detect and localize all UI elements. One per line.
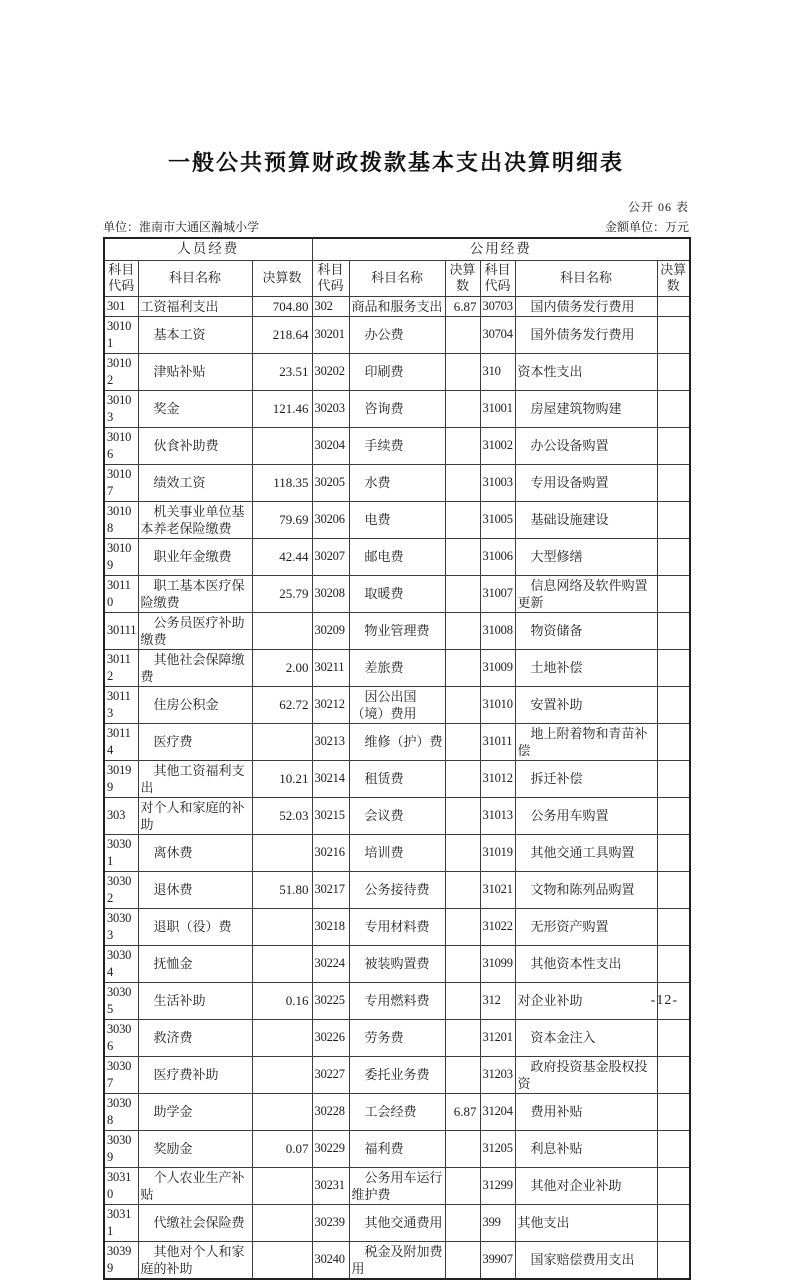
final-amount-cell — [657, 649, 690, 686]
final-amount-cell — [445, 1241, 480, 1279]
subject-code-cell: 31203 — [480, 1056, 515, 1093]
subject-code-cell: 30213 — [312, 723, 349, 760]
subject-code-cell: 30216 — [312, 834, 349, 871]
subject-name-cell: 其他交通工具购置 — [515, 834, 657, 871]
subject-code-cell: 30211 — [312, 649, 349, 686]
table-row — [104, 834, 690, 871]
table-body — [104, 296, 690, 1279]
final-amount-cell — [252, 1056, 312, 1093]
subject-code-cell: 31021 — [480, 871, 515, 908]
column-header-final-amount-2: 决算数 — [445, 260, 480, 296]
subject-code-cell: 31005 — [480, 501, 515, 538]
final-amount-cell — [657, 464, 690, 501]
subject-name-cell: 对企业补助 — [515, 982, 657, 1019]
subject-name-cell: 咨询费 — [349, 390, 445, 427]
subject-name-cell: 培训费 — [349, 834, 445, 871]
subject-name-cell: 大型修缮 — [515, 538, 657, 575]
subject-code-cell: 31013 — [480, 797, 515, 834]
page-number: -12- — [650, 993, 678, 1008]
subject-code-cell: 31204 — [480, 1093, 515, 1130]
table-row — [104, 797, 690, 834]
subject-code-cell: 30204 — [312, 427, 349, 464]
subject-name-cell: 救济费 — [138, 1019, 252, 1056]
final-amount-cell — [445, 1056, 480, 1093]
subject-name-cell: 物资储备 — [515, 612, 657, 649]
final-amount-cell — [657, 296, 690, 316]
subject-name-cell: 绩效工资 — [138, 464, 252, 501]
table-row — [104, 1167, 690, 1204]
final-amount-cell — [657, 316, 690, 353]
final-amount-cell — [445, 760, 480, 797]
subject-code-cell: 31009 — [480, 649, 515, 686]
table-row — [104, 612, 690, 649]
subject-code-cell: 30306 — [104, 1019, 138, 1056]
subject-name-cell: 伙食补助费 — [138, 427, 252, 464]
column-header-final-amount-3: 决算数 — [657, 260, 690, 296]
subject-name-cell: 对个人和家庭的补助 — [138, 797, 252, 834]
subject-name-cell: 公务接待费 — [349, 871, 445, 908]
subject-code-cell: 31006 — [480, 538, 515, 575]
final-amount-cell — [657, 575, 690, 612]
final-amount-cell — [252, 908, 312, 945]
subject-name-cell: 利息补贴 — [515, 1130, 657, 1167]
subject-name-cell: 住房公积金 — [138, 686, 252, 723]
subject-code-cell: 39907 — [480, 1241, 515, 1279]
final-amount-cell — [657, 871, 690, 908]
subject-code-cell: 30106 — [104, 427, 138, 464]
subject-code-cell: 30240 — [312, 1241, 349, 1279]
final-amount-cell — [252, 945, 312, 982]
subject-code-cell: 30302 — [104, 871, 138, 908]
final-amount-cell — [445, 908, 480, 945]
subject-name-cell: 邮电费 — [349, 538, 445, 575]
subject-code-cell: 31010 — [480, 686, 515, 723]
subject-name-cell: 其他对个人和家庭的补助 — [138, 1241, 252, 1279]
subject-code-cell: 30113 — [104, 686, 138, 723]
column-header-row — [104, 260, 690, 296]
subject-name-cell: 离休费 — [138, 834, 252, 871]
subject-name-cell: 资本性支出 — [515, 353, 657, 390]
final-amount-cell: 23.51 — [252, 353, 312, 390]
final-amount-cell — [445, 686, 480, 723]
table-row — [104, 723, 690, 760]
final-amount-cell: 121.46 — [252, 390, 312, 427]
final-amount-cell — [657, 353, 690, 390]
subject-name-cell: 无形资产购置 — [515, 908, 657, 945]
subject-code-cell: 30110 — [104, 575, 138, 612]
subject-code-cell: 302 — [312, 296, 349, 316]
final-amount-cell — [445, 353, 480, 390]
subject-name-cell: 电费 — [349, 501, 445, 538]
subject-code-cell: 30101 — [104, 316, 138, 353]
table-code-label: 公开 06 表 — [627, 200, 689, 214]
subject-name-cell: 职工基本医疗保险缴费 — [138, 575, 252, 612]
group-header-public: 公用经费 — [312, 238, 690, 260]
subject-code-cell: 30239 — [312, 1204, 349, 1241]
subject-name-cell: 其他支出 — [515, 1204, 657, 1241]
table-row — [104, 760, 690, 797]
subject-name-cell: 商品和服务支出 — [349, 296, 445, 316]
subject-code-cell: 31299 — [480, 1167, 515, 1204]
subject-name-cell: 手续费 — [349, 427, 445, 464]
final-amount-cell — [657, 797, 690, 834]
subject-name-cell: 专用材料费 — [349, 908, 445, 945]
subject-name-cell: 生活补助 — [138, 982, 252, 1019]
subject-name-cell: 印刷费 — [349, 353, 445, 390]
subject-code-cell: 310 — [480, 353, 515, 390]
subject-name-cell: 公务员医疗补助缴费 — [138, 612, 252, 649]
subject-name-cell: 会议费 — [349, 797, 445, 834]
subject-name-cell: 办公设备购置 — [515, 427, 657, 464]
subject-code-cell: 30304 — [104, 945, 138, 982]
subject-name-cell: 医疗费补助 — [138, 1056, 252, 1093]
subject-code-cell: 30107 — [104, 464, 138, 501]
subject-code-cell: 30310 — [104, 1167, 138, 1204]
subject-name-cell: 助学金 — [138, 1093, 252, 1130]
subject-name-cell: 差旅费 — [349, 649, 445, 686]
final-amount-cell — [657, 945, 690, 982]
final-amount-cell — [252, 1167, 312, 1204]
subject-code-cell: 30227 — [312, 1056, 349, 1093]
column-header-subject-name-3: 科目名称 — [515, 260, 657, 296]
final-amount-cell — [445, 316, 480, 353]
subject-code-cell: 31011 — [480, 723, 515, 760]
subject-code-cell: 31002 — [480, 427, 515, 464]
subject-code-cell: 301 — [104, 296, 138, 316]
subject-code-cell: 31201 — [480, 1019, 515, 1056]
final-amount-cell — [445, 649, 480, 686]
budget-table — [103, 237, 691, 1280]
final-amount-cell — [445, 1130, 480, 1167]
subject-code-cell: 30214 — [312, 760, 349, 797]
table-row — [104, 1130, 690, 1167]
final-amount-cell — [252, 1019, 312, 1056]
final-amount-cell — [252, 1204, 312, 1241]
subject-name-cell: 医疗费 — [138, 723, 252, 760]
final-amount-cell — [252, 834, 312, 871]
final-amount-cell — [445, 723, 480, 760]
final-amount-cell — [445, 834, 480, 871]
subject-code-cell: 30218 — [312, 908, 349, 945]
group-header-row — [104, 238, 690, 260]
final-amount-cell — [445, 538, 480, 575]
table-row — [104, 296, 690, 316]
table-row — [104, 353, 690, 390]
subject-name-cell: 退休费 — [138, 871, 252, 908]
subject-code-cell: 30208 — [312, 575, 349, 612]
final-amount-cell: 2.00 — [252, 649, 312, 686]
subject-name-cell: 房屋建筑物购建 — [515, 390, 657, 427]
final-amount-cell — [252, 1241, 312, 1279]
subject-code-cell: 30229 — [312, 1130, 349, 1167]
final-amount-cell: 6.87 — [445, 1093, 480, 1130]
final-amount-cell: 52.03 — [252, 797, 312, 834]
table-row — [104, 1093, 690, 1130]
subject-name-cell: 退职（役）费 — [138, 908, 252, 945]
subject-name-cell: 其他对企业补助 — [515, 1167, 657, 1204]
meta-line — [103, 218, 689, 235]
subject-code-cell: 30301 — [104, 834, 138, 871]
final-amount-cell: 42.44 — [252, 538, 312, 575]
final-amount-cell: 62.72 — [252, 686, 312, 723]
subject-name-cell: 抚恤金 — [138, 945, 252, 982]
final-amount-cell — [657, 908, 690, 945]
subject-code-cell: 30224 — [312, 945, 349, 982]
subject-name-cell: 租赁费 — [349, 760, 445, 797]
final-amount-cell — [657, 1241, 690, 1279]
final-amount-cell — [657, 834, 690, 871]
subject-name-cell: 专用燃料费 — [349, 982, 445, 1019]
subject-name-cell: 资本金注入 — [515, 1019, 657, 1056]
final-amount-cell: 25.79 — [252, 575, 312, 612]
subject-code-cell: 30228 — [312, 1093, 349, 1130]
final-amount-cell — [657, 1204, 690, 1241]
subject-name-cell: 基础设施建设 — [515, 501, 657, 538]
subject-name-cell: 税金及附加费用 — [349, 1241, 445, 1279]
subject-name-cell: 地上附着物和青苗补偿 — [515, 723, 657, 760]
subject-name-cell: 职业年金缴费 — [138, 538, 252, 575]
subject-name-cell: 因公出国（境）费用 — [349, 686, 445, 723]
subject-code-cell: 31007 — [480, 575, 515, 612]
table-row — [104, 871, 690, 908]
final-amount-cell: 79.69 — [252, 501, 312, 538]
final-amount-cell — [657, 760, 690, 797]
table-row — [104, 427, 690, 464]
final-amount-cell — [445, 797, 480, 834]
column-header-subject-code-2: 科目代码 — [312, 260, 349, 296]
column-header-subject-name-1: 科目名称 — [138, 260, 252, 296]
subject-name-cell: 费用补贴 — [515, 1093, 657, 1130]
subject-code-cell: 30311 — [104, 1204, 138, 1241]
final-amount-cell — [657, 1130, 690, 1167]
final-amount-cell — [657, 1056, 690, 1093]
final-amount-cell — [252, 723, 312, 760]
subject-name-cell: 被装购置费 — [349, 945, 445, 982]
subject-code-cell: 31022 — [480, 908, 515, 945]
table-row — [104, 316, 690, 353]
subject-name-cell: 工资福利支出 — [138, 296, 252, 316]
subject-name-cell: 公务用车购置 — [515, 797, 657, 834]
subject-name-cell: 代缴社会保险费 — [138, 1204, 252, 1241]
subject-name-cell: 国内债务发行费用 — [515, 296, 657, 316]
subject-code-cell: 30202 — [312, 353, 349, 390]
final-amount-cell — [445, 1019, 480, 1056]
final-amount-cell — [657, 1019, 690, 1056]
final-amount-cell — [657, 1167, 690, 1204]
subject-name-cell: 其他工资福利支出 — [138, 760, 252, 797]
table-row — [104, 575, 690, 612]
table-row — [104, 686, 690, 723]
column-header-subject-code-3: 科目代码 — [480, 260, 515, 296]
subject-code-cell: 30704 — [480, 316, 515, 353]
subject-code-cell: 30206 — [312, 501, 349, 538]
subject-name-cell: 委托业务费 — [349, 1056, 445, 1093]
final-amount-cell — [252, 427, 312, 464]
column-header-subject-name-2: 科目名称 — [349, 260, 445, 296]
final-amount-cell: 0.16 — [252, 982, 312, 1019]
final-amount-cell — [657, 686, 690, 723]
subject-code-cell: 30225 — [312, 982, 349, 1019]
subject-name-cell: 拆迁补偿 — [515, 760, 657, 797]
final-amount-cell: 0.07 — [252, 1130, 312, 1167]
subject-name-cell: 其他交通费用 — [349, 1204, 445, 1241]
subject-code-cell: 30209 — [312, 612, 349, 649]
subject-code-cell: 30226 — [312, 1019, 349, 1056]
subject-code-cell: 30212 — [312, 686, 349, 723]
table-row — [104, 501, 690, 538]
final-amount-cell — [657, 390, 690, 427]
subject-name-cell: 物业管理费 — [349, 612, 445, 649]
subject-name-cell: 工会经费 — [349, 1093, 445, 1130]
subject-name-cell: 福利费 — [349, 1130, 445, 1167]
subject-name-cell: 国家赔偿费用支出 — [515, 1241, 657, 1279]
final-amount-cell: 6.87 — [445, 296, 480, 316]
page-title: 一般公共预算财政拨款基本支出决算明细表 — [167, 150, 624, 175]
subject-code-cell: 30207 — [312, 538, 349, 575]
subject-code-cell: 30217 — [312, 871, 349, 908]
amount-unit-label: 金额单位：万元 — [604, 220, 689, 234]
subject-code-cell: 30307 — [104, 1056, 138, 1093]
subject-code-cell: 30203 — [312, 390, 349, 427]
subject-code-cell: 31012 — [480, 760, 515, 797]
final-amount-cell — [657, 612, 690, 649]
subject-code-cell: 30215 — [312, 797, 349, 834]
subject-name-cell: 安置补助 — [515, 686, 657, 723]
table-row — [104, 1204, 690, 1241]
unit-label: 单位：淮南市大通区瀚城小学 — [103, 220, 260, 234]
subject-code-cell: 30399 — [104, 1241, 138, 1279]
subject-code-cell: 30305 — [104, 982, 138, 1019]
subject-code-cell: 31008 — [480, 612, 515, 649]
final-amount-cell — [445, 427, 480, 464]
subject-code-cell: 30309 — [104, 1130, 138, 1167]
final-amount-cell — [445, 1204, 480, 1241]
subject-code-cell: 30114 — [104, 723, 138, 760]
subject-name-cell: 机关事业单位基本养老保险缴费 — [138, 501, 252, 538]
final-amount-cell — [445, 982, 480, 1019]
subject-name-cell: 津贴补贴 — [138, 353, 252, 390]
table-row — [104, 945, 690, 982]
final-amount-cell — [657, 723, 690, 760]
subject-name-cell: 其他资本性支出 — [515, 945, 657, 982]
column-header-final-amount-1: 决算数 — [252, 260, 312, 296]
subject-name-cell: 土地补偿 — [515, 649, 657, 686]
column-header-subject-code-1: 科目代码 — [104, 260, 138, 296]
table-row — [104, 538, 690, 575]
subject-code-cell: 30205 — [312, 464, 349, 501]
table-row — [104, 908, 690, 945]
subject-code-cell: 30111 — [104, 612, 138, 649]
final-amount-cell — [445, 501, 480, 538]
subject-code-cell: 30308 — [104, 1093, 138, 1130]
final-amount-cell — [445, 871, 480, 908]
final-amount-cell — [657, 1093, 690, 1130]
final-amount-cell — [445, 464, 480, 501]
final-amount-cell — [445, 390, 480, 427]
table-row — [104, 464, 690, 501]
subject-name-cell: 奖励金 — [138, 1130, 252, 1167]
subject-code-cell: 30108 — [104, 501, 138, 538]
subject-code-cell: 31019 — [480, 834, 515, 871]
subject-code-cell: 312 — [480, 982, 515, 1019]
subject-name-cell: 办公费 — [349, 316, 445, 353]
group-header-personnel: 人员经费 — [104, 238, 312, 260]
subject-code-cell: 30303 — [104, 908, 138, 945]
report-sheet — [103, 146, 689, 1280]
table-row — [104, 390, 690, 427]
final-amount-cell: 51.80 — [252, 871, 312, 908]
final-amount-cell — [657, 501, 690, 538]
final-amount-cell — [252, 612, 312, 649]
final-amount-cell — [445, 1167, 480, 1204]
subject-code-cell: 399 — [480, 1204, 515, 1241]
subject-name-cell: 信息网络及软件购置更新 — [515, 575, 657, 612]
subject-name-cell: 其他社会保障缴费 — [138, 649, 252, 686]
subject-name-cell: 个人农业生产补贴 — [138, 1167, 252, 1204]
subject-name-cell: 基本工资 — [138, 316, 252, 353]
subject-code-cell: 30201 — [312, 316, 349, 353]
table-row — [104, 1019, 690, 1056]
subject-name-cell: 文物和陈列品购置 — [515, 871, 657, 908]
table-row — [104, 1056, 690, 1093]
final-amount-cell: 704.80 — [252, 296, 312, 316]
subject-code-cell: 30703 — [480, 296, 515, 316]
subject-name-cell: 专用设备购置 — [515, 464, 657, 501]
final-amount-cell: 118.35 — [252, 464, 312, 501]
subject-code-cell: 30112 — [104, 649, 138, 686]
subject-code-cell: 30231 — [312, 1167, 349, 1204]
table-row — [104, 649, 690, 686]
subject-code-cell: 30199 — [104, 760, 138, 797]
table-row — [104, 982, 690, 1019]
subject-code-cell: 31003 — [480, 464, 515, 501]
subject-name-cell: 奖金 — [138, 390, 252, 427]
subject-code-cell: 31001 — [480, 390, 515, 427]
subject-code-cell: 30102 — [104, 353, 138, 390]
final-amount-cell — [445, 575, 480, 612]
subject-code-cell: 30103 — [104, 390, 138, 427]
subject-name-cell: 政府投资基金股权投资 — [515, 1056, 657, 1093]
subject-code-cell: 30109 — [104, 538, 138, 575]
subject-code-cell: 31205 — [480, 1130, 515, 1167]
subject-code-cell: 303 — [104, 797, 138, 834]
subject-code-cell: 31099 — [480, 945, 515, 982]
final-amount-cell — [657, 538, 690, 575]
final-amount-cell: 10.21 — [252, 760, 312, 797]
final-amount-cell — [445, 612, 480, 649]
subject-name-cell: 国外债务发行费用 — [515, 316, 657, 353]
subject-name-cell: 维修（护）费 — [349, 723, 445, 760]
final-amount-cell — [252, 1093, 312, 1130]
final-amount-cell — [445, 945, 480, 982]
subject-name-cell: 水费 — [349, 464, 445, 501]
subject-name-cell: 取暖费 — [349, 575, 445, 612]
final-amount-cell — [657, 427, 690, 464]
subject-name-cell: 劳务费 — [349, 1019, 445, 1056]
subject-name-cell: 公务用车运行维护费 — [349, 1167, 445, 1204]
final-amount-cell: 218.64 — [252, 316, 312, 353]
table-row — [104, 1241, 690, 1279]
